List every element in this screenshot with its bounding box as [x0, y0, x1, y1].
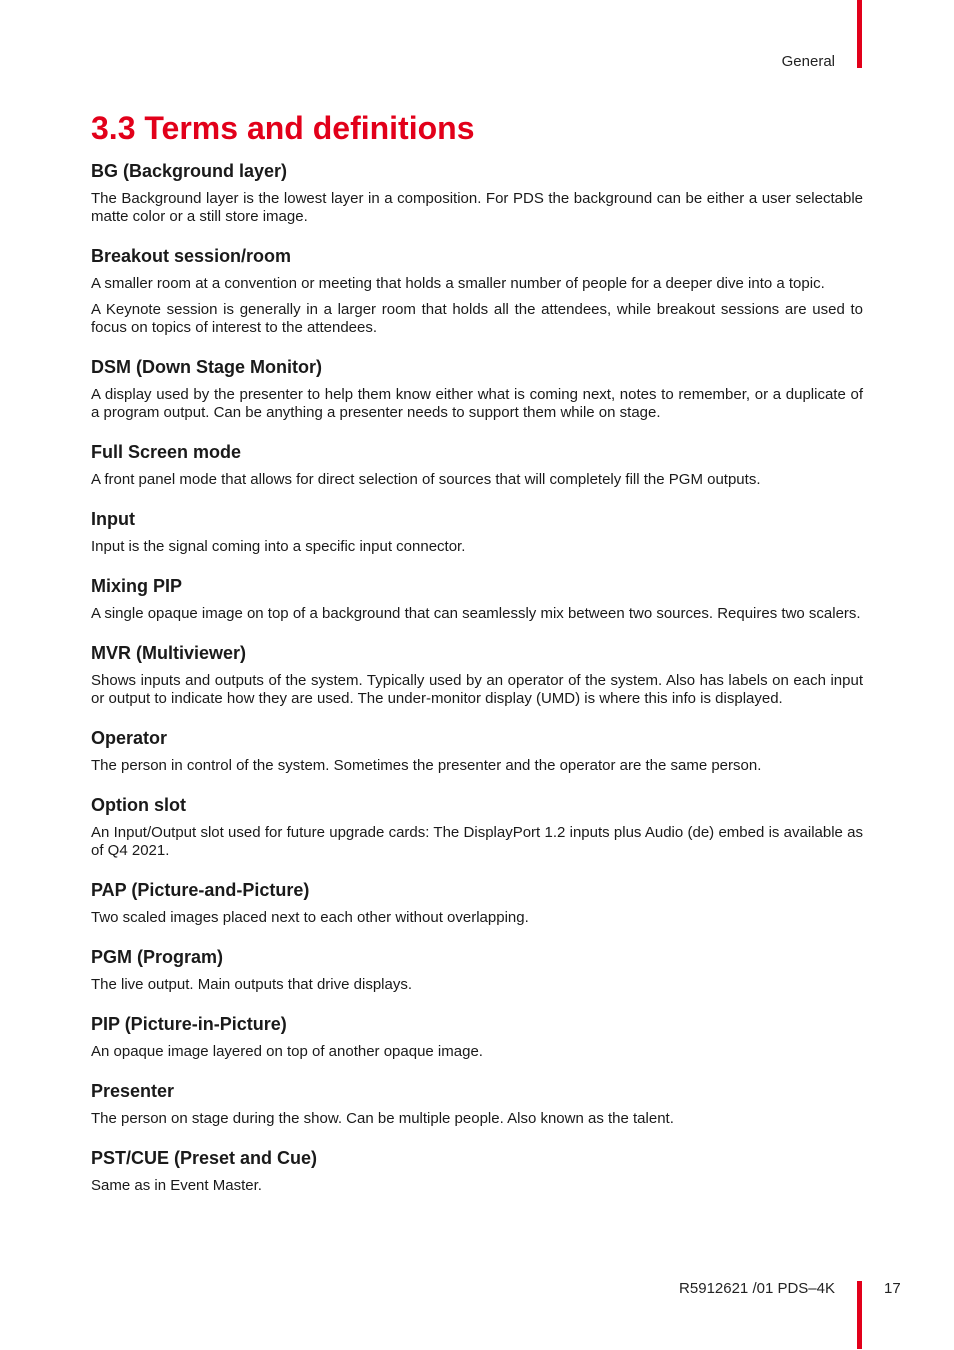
term-entry [91, 794, 863, 860]
term-definition: Shows inputs and outputs of the system. Typically used by an operator of the system. Also has labels on each input or output to indicate how they are used. The under-monitor display (UMD) is where this info is displayed. [91, 672, 863, 707]
term-heading: Option slot [91, 795, 186, 815]
term-entry [91, 508, 863, 556]
term-definition: A display used by the presenter to help them know either what is coming next, notes to remember, or a duplicate of a program output. Can be anything a presenter needs to support them while on stage. [91, 386, 863, 421]
term-heading: Breakout session/room [91, 246, 292, 266]
term-definition: The person on stage during the show. Can be multiple people. Also known as the talent. [91, 1110, 674, 1127]
term-entry [91, 575, 863, 623]
header-accent-bar [857, 0, 862, 68]
term-heading: PST/CUE (Preset and Cue) [91, 1148, 318, 1168]
term-definition: The Background layer is the lowest layer in a composition. For PDS the background can be either a user selectable matte color or a still store image. [91, 190, 863, 225]
term-definition: A Keynote session is generally in a larger room that holds all the attendees, while breakout sessions are used to focus on topics of interest to the attendees. [91, 301, 863, 336]
term-heading: PIP (Picture-in-Picture) [91, 1014, 287, 1034]
term-heading: DSM (Down Stage Monitor) [91, 357, 322, 377]
term-heading: PGM (Program) [91, 947, 224, 967]
terms-list [91, 160, 863, 1195]
term-heading: Presenter [91, 1081, 175, 1101]
term-entry [91, 245, 863, 337]
term-entry [91, 1147, 863, 1195]
term-definition: A single opaque image on top of a background that can seamlessly mix between two sources. Requires two scalers. [91, 605, 861, 622]
term-entry [91, 1080, 863, 1128]
footer-accent-bar [857, 1281, 862, 1349]
term-definition: A front panel mode that allows for direct selection of sources that will completely fill the PGM outputs. [91, 471, 761, 488]
page-number: 17 [884, 1280, 901, 1297]
term-definition: The live output. Main outputs that drive displays. [91, 976, 413, 993]
term-entry [91, 946, 863, 994]
section-label: General [781, 53, 835, 70]
term-entry [91, 879, 863, 927]
term-heading: Operator [91, 728, 168, 748]
term-heading: Mixing PIP [91, 576, 183, 596]
term-definition: Input is the signal coming into a specific input connector. [91, 538, 466, 555]
page-content [91, 108, 863, 1214]
term-definition: An opaque image layered on top of another opaque image. [91, 1043, 483, 1060]
term-definition: Same as in Event Master. [91, 1177, 262, 1194]
term-definition: The person in control of the system. Sometimes the presenter and the operator are the same person. [91, 757, 762, 774]
term-entry [91, 160, 863, 226]
term-entry [91, 1013, 863, 1061]
page-title: 3.3 Terms and definitions [91, 110, 475, 146]
document-id: R5912621 /01 PDS–4K [679, 1280, 835, 1297]
term-entry [91, 642, 863, 708]
term-heading: MVR (Multiviewer) [91, 643, 247, 663]
term-definition: A smaller room at a convention or meeting that holds a smaller number of people for a deeper dive into a topic. [91, 275, 825, 292]
term-definition: An Input/Output slot used for future upgrade cards: The DisplayPort 1.2 inputs plus Audio (de) embed is available as of Q4 2021. [91, 824, 863, 859]
term-heading: PAP (Picture-and-Picture) [91, 880, 310, 900]
term-definition: Two scaled images placed next to each other without overlapping. [91, 909, 529, 926]
term-entry [91, 356, 863, 422]
term-entry [91, 441, 863, 489]
term-entry [91, 727, 863, 775]
term-heading: Input [91, 509, 135, 529]
term-heading: BG (Background layer) [91, 161, 288, 181]
term-heading: Full Screen mode [91, 442, 242, 462]
